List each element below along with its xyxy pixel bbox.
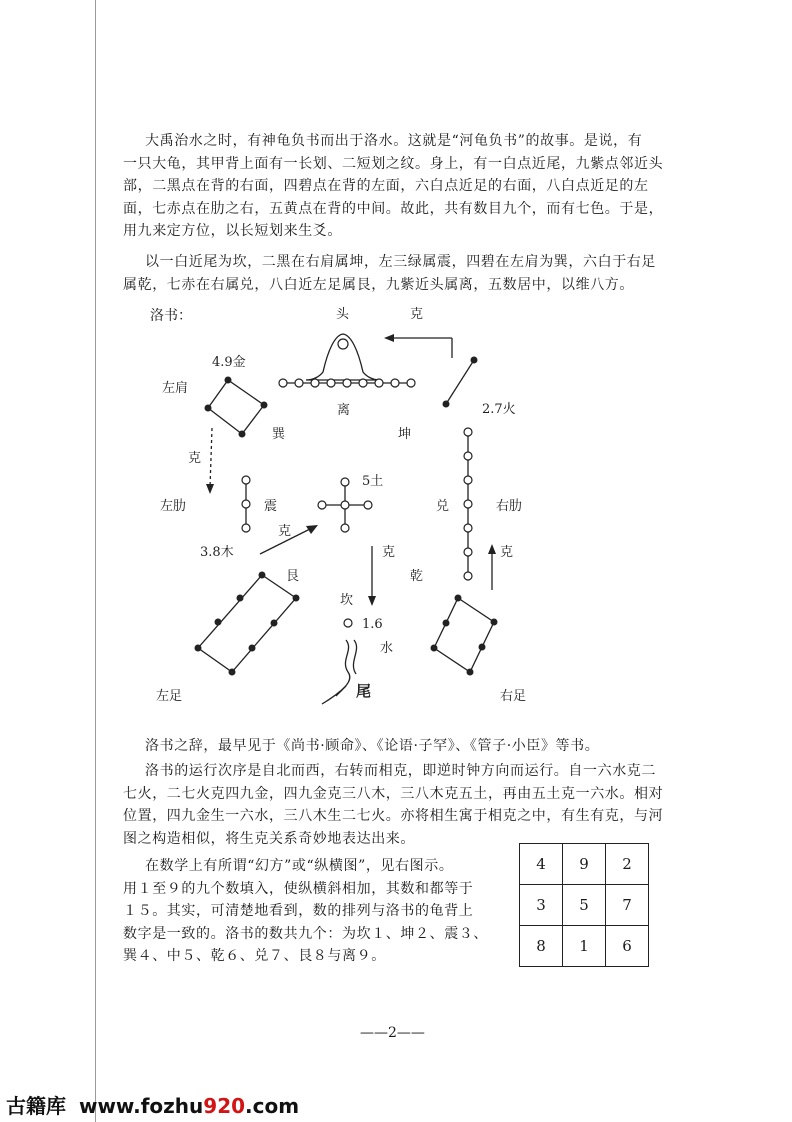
- dot: [464, 572, 472, 580]
- arrow-left-head: [206, 484, 214, 494]
- text-line: 洛书之辞，最早见于《尚书·顾命》、《论语·子罕》、《管子·小臣》等书。: [145, 738, 600, 754]
- one-dot-kan: [344, 619, 352, 627]
- magic-cell: 2: [606, 844, 649, 885]
- dot: [343, 379, 351, 387]
- text-line: 用１至９的九个数填入，使纵横斜相加，其数和都等于: [123, 880, 474, 897]
- head-eye: [338, 339, 348, 349]
- footer-url-prefix: www.fozhu: [78, 1094, 204, 1118]
- paragraph-magic-square: [123, 855, 505, 968]
- nine-dots-li: [279, 379, 415, 387]
- label-ke-mid: 克: [382, 545, 396, 560]
- magic-cell: 5: [563, 885, 606, 926]
- luoshu-diagram: [140, 300, 560, 720]
- text-line: 七火，二七火克四九金，四九金克三八木，三八木克五土，再由五土克一六水。相对: [123, 785, 664, 802]
- arrow-mid-head: [368, 596, 376, 606]
- label-li: 离: [337, 403, 351, 418]
- paragraph-origin: [145, 735, 690, 758]
- footer-url-number: 920: [203, 1094, 246, 1118]
- label-dui: 兑: [436, 499, 450, 514]
- magic-cell: 8: [520, 926, 563, 967]
- dot: [464, 428, 472, 436]
- arrow-right-head: [488, 544, 496, 554]
- arrow-top-head: [384, 334, 394, 342]
- label-left-rib: 左肋: [160, 499, 187, 514]
- label-shui-num: 1.6: [362, 617, 383, 632]
- paragraph-order: [123, 760, 690, 850]
- dot: [359, 379, 367, 387]
- label-zhen: 震: [264, 499, 278, 514]
- page-edge-line: [95, 0, 96, 1122]
- arrow-left-line: [210, 428, 212, 488]
- label-jin: 4.9金: [212, 355, 246, 370]
- label-tail: 尾: [356, 682, 372, 700]
- text-line: 巽４、中５、乾６、兑７、艮８与离９。: [123, 948, 386, 964]
- page-number: ——2——: [360, 1025, 425, 1041]
- dot: [311, 379, 319, 387]
- footer-watermark: [6, 1090, 299, 1119]
- eight-dots-gen: [195, 572, 300, 676]
- table-row: [520, 885, 649, 926]
- label-mu: 3.8木: [200, 545, 234, 560]
- text-line: 面，七赤点在肋之右，五黄点在背的中间。故此，共有数目九个，而有七色。于是，: [123, 200, 664, 217]
- text-line: １５。其实，可清楚地看到，数的排列与洛书的龟背上: [123, 903, 474, 919]
- label-ke-left: 克: [188, 451, 202, 466]
- text-line: 以一白近尾为坎，二黑在右肩属坤，左三绿属震，四碧在左肩为巽，六白于右足: [145, 254, 656, 270]
- label-kan: 坎: [340, 593, 354, 608]
- text-line: 用九来定方位，以长短划来生爻。: [123, 223, 342, 239]
- label-head: 头: [336, 307, 350, 322]
- label-ke-top: 克: [410, 307, 424, 322]
- dot: [327, 379, 335, 387]
- text-line: 在数学上有所谓“幻方”或“纵横图”，见右图示。: [145, 858, 454, 874]
- label-huo: 2.7火: [482, 402, 516, 417]
- text-line: 数字是一致的。洛书的数共九个：为坎１、坤２、震３、: [123, 925, 488, 942]
- six-dots-qian: [431, 595, 498, 676]
- table-row: [520, 926, 649, 967]
- label-kun: 坤: [398, 427, 412, 442]
- four-dots-xun: [205, 377, 268, 438]
- dot: [295, 379, 303, 387]
- dot: [375, 379, 383, 387]
- magic-square-table: [519, 843, 649, 967]
- dot: [407, 379, 415, 387]
- magic-cell: 3: [520, 885, 563, 926]
- label-left-foot: 左足: [156, 689, 183, 704]
- label-right-foot: 右足: [500, 689, 527, 704]
- paragraph-dayu: [123, 130, 690, 243]
- seven-dots-dui: [464, 428, 472, 580]
- label-xun: 巽: [272, 427, 286, 442]
- magic-cell: 1: [563, 926, 606, 967]
- table-row: [520, 844, 649, 885]
- label-right-rib: 右肋: [496, 499, 523, 514]
- label-ke-right: 克: [500, 545, 514, 560]
- text-line: 部，二黑点在背的右面，四碧点在背的左面，六白点近足的右面，八白点近足的左: [123, 178, 649, 194]
- three-dots-zhen: [242, 476, 250, 532]
- text-line: 大禹治水之时，有神龟负书而出于洛水。这就是“河龟负书”的故事。是说，有: [145, 133, 643, 149]
- text-line: 图之构造相似，将生克关系奇妙地表达出来。: [123, 830, 415, 847]
- dot: [464, 476, 472, 484]
- magic-cell: 9: [563, 844, 606, 885]
- dot: [279, 379, 287, 387]
- dot: [464, 548, 472, 556]
- magic-cell: 4: [520, 844, 563, 885]
- text-line: 位置，四九金生一六水，三八木生二七火。亦将相生寓于相克之中，有生有克，与河: [123, 808, 664, 824]
- text-line: 洛书的运行次序是自北而西，右转而相克，即逆时钟方向而运行。自一六水克二: [145, 763, 656, 779]
- paragraph-positions: [123, 251, 690, 296]
- text-line: 属乾，七赤在右属兑，八白近左足属艮，九紫近头属离，五数居中，以维八方。: [123, 276, 634, 293]
- label-tu: 5土: [362, 474, 384, 489]
- dot: [464, 452, 472, 460]
- text-line: 一只大龟，其甲背上面有一长划、二短划之纹。身上，有一白点近尾，九紫点邻近头: [123, 155, 664, 172]
- label-shui: 水: [380, 641, 394, 656]
- magic-cell: 7: [606, 885, 649, 926]
- turtle-tail: [336, 640, 357, 696]
- two-dots-kun: [443, 357, 478, 408]
- dot: [391, 379, 399, 387]
- dot: [464, 524, 472, 532]
- label-qian: 乾: [410, 569, 424, 584]
- tail-stroke: [322, 686, 346, 704]
- magic-cell: 6: [606, 926, 649, 967]
- luoshu-label: 洛书：: [150, 308, 192, 324]
- label-ke-center: 克: [278, 524, 292, 539]
- dot: [464, 500, 472, 508]
- label-left-shoulder: 左肩: [162, 381, 189, 396]
- label-gen: 艮: [286, 569, 300, 584]
- footer-url-suffix: .com: [245, 1094, 300, 1118]
- footer-brand: 古籍库: [6, 1094, 66, 1118]
